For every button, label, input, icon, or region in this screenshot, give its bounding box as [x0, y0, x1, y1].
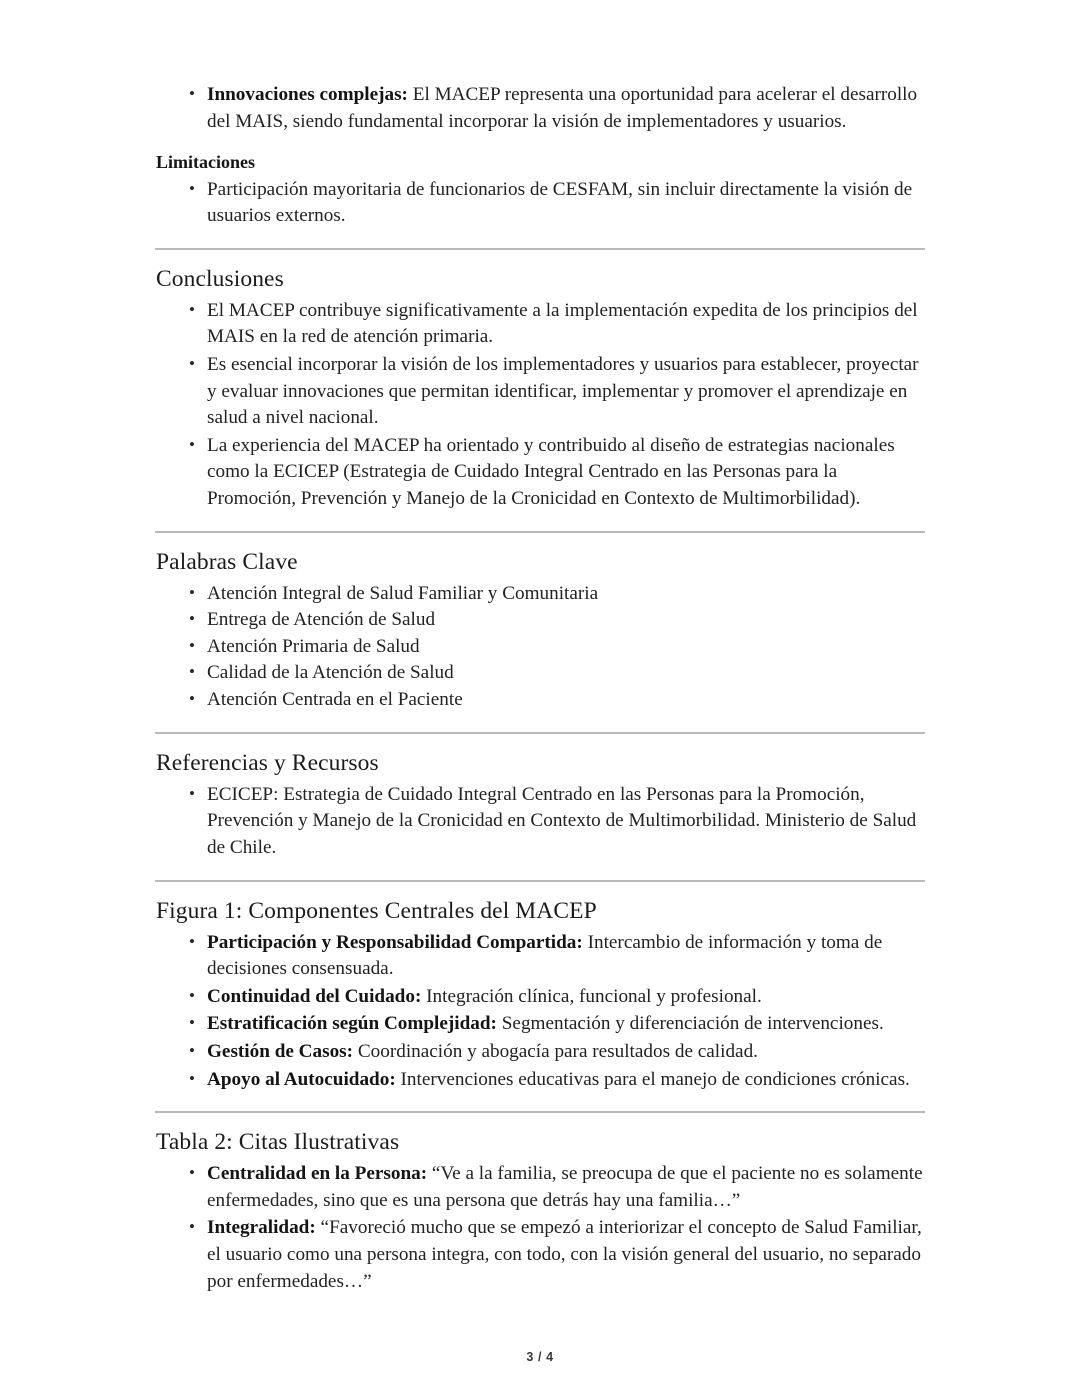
list-item: • La experiencia del MACEP ha orientado y contribuido al diseño de estrategias nacionales como la ECICEP (Estrategia de Cuidado Integral Centrado en las Personas para la Promoción, Prevención y Manejo de la Cronicidad en Contexto de Multimorbilidad).	[205, 433, 925, 513]
list-item: • Atención Centrada en el Paciente	[205, 687, 925, 714]
section-title-referencias: Referencias y Recursos	[156, 749, 379, 776]
list-item: • Atención Primaria de Salud	[205, 634, 925, 661]
limitaciones-list	[155, 177, 925, 230]
list-item-label: Estratificación según Complejidad:	[207, 1013, 497, 1035]
list-item-text: Coordinación y abogacía para resultados de calidad.	[353, 1040, 758, 1062]
list-item: • Es esencial incorporar la visión de los implementadores y usuarios para establecer, proyectar y evaluar innovaciones que permitan identificar, implementar y promover el aprendizaje en salud a nivel nacional.	[205, 352, 925, 432]
list-item	[205, 1011, 925, 1038]
list-item-label: Centralidad en la Persona:	[207, 1163, 428, 1185]
list-item	[205, 984, 925, 1011]
palabras-clave-list	[155, 581, 925, 714]
list-item	[205, 1215, 925, 1295]
list-item: • Entrega de Atención de Salud	[205, 607, 925, 634]
page-number-footer: 3 / 4	[526, 1350, 554, 1364]
list-item-text: “Ve a la familia, se preocupa de que el paciente no es solamente enfermedades, sino que es una persona que detrás hay una familia…”	[207, 1163, 923, 1211]
list-item: • El MACEP contribuye significativamente a la implementación expedita de los principios del MAIS en la red de atención primaria.	[205, 298, 925, 351]
intro-bullet-list	[155, 82, 925, 135]
section-divider	[155, 1111, 925, 1113]
list-item-text: Intervenciones educativas para el manejo de condiciones crónicas.	[395, 1068, 910, 1090]
list-item	[205, 1067, 925, 1094]
section-title-figura-1: Figura 1: Componentes Centrales del MACEP	[156, 897, 597, 924]
tabla-2-list	[155, 1161, 925, 1295]
list-item	[205, 1039, 925, 1066]
list-item-label: Integralidad:	[207, 1217, 316, 1239]
list-item-label: Gestión de Casos:	[207, 1040, 354, 1062]
conclusiones-list	[155, 298, 925, 513]
sub-heading-limitaciones: Limitaciones	[156, 152, 255, 173]
list-item: • Atención Integral de Salud Familiar y Comunitaria	[205, 581, 925, 608]
section-divider	[155, 531, 925, 533]
page-content	[155, 82, 925, 1296]
list-item: • ECICEP: Estrategia de Cuidado Integral Centrado en las Personas para la Promoción, Prevención y Manejo de la Cronicidad en Contexto de Multimorbilidad. Ministerio de Salud de Chile.	[205, 782, 925, 862]
list-item	[205, 82, 925, 135]
list-item: • Participación mayoritaria de funcionarios de CESFAM, sin incluir directamente la visión de usuarios externos.	[205, 177, 925, 230]
list-item: • Calidad de la Atención de Salud	[205, 660, 925, 687]
list-item-text: Segmentación y diferenciación de intervenciones.	[496, 1013, 884, 1035]
referencias-list	[155, 782, 925, 862]
list-item	[205, 1161, 925, 1214]
list-item-label: Innovaciones complejas:	[207, 84, 408, 105]
section-divider	[155, 248, 925, 250]
list-item-text: “Favoreció mucho que se empezó a interiorizar el concepto de Salud Familiar, el usuario como una persona integra, con todo, con la visión general del usuario, no separado por enfermedades…”	[207, 1217, 922, 1292]
section-divider	[155, 880, 925, 882]
list-item-text: Intercambio de información y toma de decisiones consensuada.	[207, 931, 883, 980]
list-item-label: Continuidad del Cuidado:	[207, 985, 422, 1007]
figura-1-list	[155, 930, 925, 1094]
section-title-conclusiones: Conclusiones	[156, 265, 284, 292]
list-item-label: Apoyo al Autocuidado:	[207, 1068, 396, 1090]
section-divider	[155, 732, 925, 734]
list-item	[205, 930, 925, 983]
section-title-palabras-clave: Palabras Clave	[156, 548, 298, 575]
section-title-tabla-2: Tabla 2: Citas Ilustrativas	[156, 1129, 400, 1156]
list-item-text: Integración clínica, funcional y profesional.	[421, 985, 762, 1007]
list-item-label: Participación y Responsabilidad Compartida:	[207, 931, 583, 953]
list-item-text: El MACEP representa una oportunidad para acelerar el desarrollo del MAIS, siendo fundamental incorporar la visión de implementadores y usuarios.	[207, 84, 918, 132]
